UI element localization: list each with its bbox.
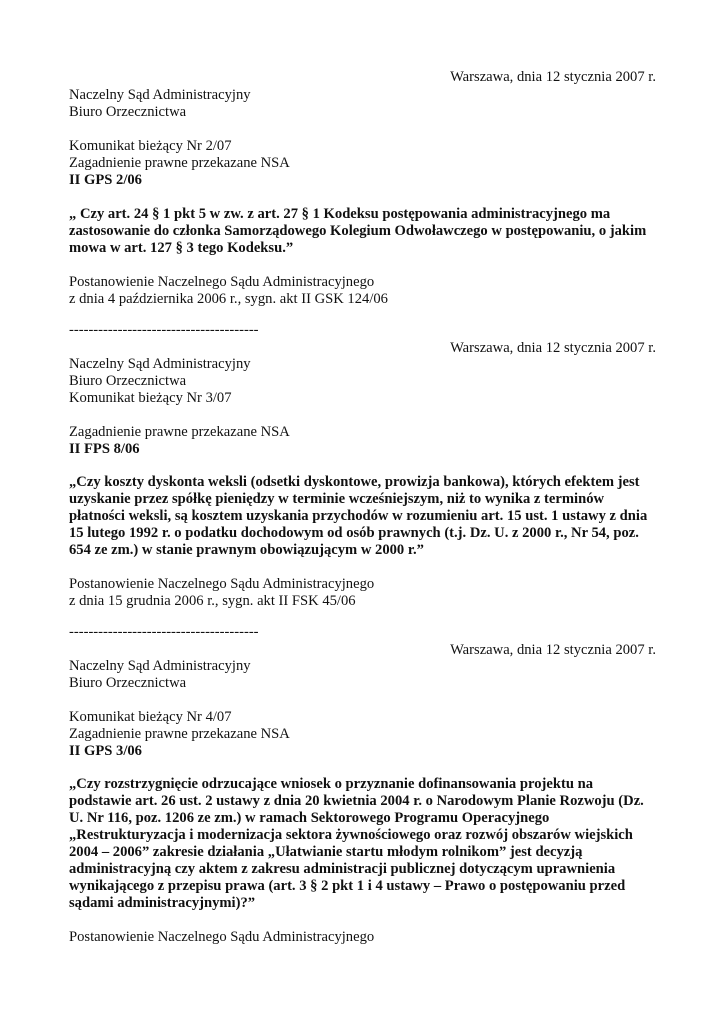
legal-question-line: podstawie art. 26 ust. 2 ustawy z dnia 20 kwietnia 2004 r. o Narodowym Planie Rozwoju (Dz. (69, 793, 644, 809)
legal-question-line: „Czy koszty dyskonta weksli (odsetki dyskontowe, prowizja bankowa), których efektem jest (69, 474, 640, 490)
office-name: Biuro Orzecznictwa (69, 675, 187, 691)
legal-question-line: 2004 – 2006” zakresie działania „Ułatwianie startu młodym rolnikom” jest decyzją (69, 844, 583, 860)
legal-question-line: zastosowanie do członka Samorządowego Kolegium Odwoławczego w postępowaniu, o jakim (69, 223, 647, 239)
office-name: Biuro Orzecznictwa (69, 373, 187, 389)
date-line: Warszawa, dnia 12 stycznia 2007 r. (450, 69, 656, 85)
zagadnienie-label: Zagadnienie prawne przekazane NSA (69, 155, 290, 171)
court-name: Naczelny Sąd Administracyjny (69, 356, 251, 372)
case-signature: II GPS 3/06 (69, 743, 142, 759)
legal-question-line: wynikającego z przepisu prawa (art. 3 § 2 pkt 1 i 4 ustawy – Prawo o postępowaniu przed (69, 878, 626, 894)
ruling-title: Postanowienie Naczelnego Sądu Administracyjnego (69, 929, 375, 945)
separator: --------------------------------------- (69, 322, 259, 338)
date-line: Warszawa, dnia 12 stycznia 2007 r. (450, 642, 656, 658)
legal-question-line: 654 ze zm.) w stanie prawnym obowiązującym w 2000 r.” (69, 542, 424, 558)
legal-question-line: sądami administracyjnymi)?” (69, 895, 256, 911)
legal-question-line: administracyjną czy aktem z zakresu administracji publicznej dotyczącym uprawnienia (69, 861, 616, 877)
ruling-reference: z dnia 4 października 2006 r., sygn. akt II GSK 124/06 (69, 291, 388, 307)
legal-question-line: U. Nr 116, poz. 1206 ze zm.) w ramach Sektorowego Programu Operacyjnego (69, 810, 550, 826)
court-name: Naczelny Sąd Administracyjny (69, 658, 251, 674)
zagadnienie-label: Zagadnienie prawne przekazane NSA (69, 424, 290, 440)
ruling-reference: z dnia 15 grudnia 2006 r., sygn. akt II FSK 45/06 (69, 593, 356, 609)
legal-question-line: „Restrukturyzacja i modernizacja sektora żywnościowego oraz rozwój obszarów wiejskich (69, 827, 633, 843)
zagadnienie-label: Zagadnienie prawne przekazane NSA (69, 726, 290, 742)
legal-question-line: płatności weksli, są kosztem uzyskania przychodów w rozumieniu art. 15 ust. 1 ustawy z dnia (69, 508, 648, 524)
case-signature: II FPS 8/06 (69, 441, 140, 457)
komunikat-number: Komunikat bieżący Nr 4/07 (69, 709, 232, 725)
legal-question-line: „Czy rozstrzygnięcie odrzucające wniosek o przyznanie dofinansowania projektu na (69, 776, 593, 792)
separator: --------------------------------------- (69, 624, 259, 640)
court-name: Naczelny Sąd Administracyjny (69, 87, 251, 103)
ruling-title: Postanowienie Naczelnego Sądu Administracyjnego (69, 274, 375, 290)
ruling-title: Postanowienie Naczelnego Sądu Administracyjnego (69, 576, 375, 592)
date-line: Warszawa, dnia 12 stycznia 2007 r. (450, 340, 656, 356)
legal-question-line: uzyskanie przez spółkę pieniędzy w terminie wcześniejszym, niż to wynika z terminów (69, 491, 605, 507)
legal-question-line: mowa w art. 127 § 3 tego Kodeksu.” (69, 240, 294, 256)
case-signature: II GPS 2/06 (69, 172, 142, 188)
legal-question-line: „ Czy art. 24 § 1 pkt 5 w zw. z art. 27 § 1 Kodeksu postępowania administracyjnego ma (69, 206, 611, 222)
komunikat-number: Komunikat bieżący Nr 2/07 (69, 138, 232, 154)
office-name: Biuro Orzecznictwa (69, 104, 187, 120)
komunikat-number: Komunikat bieżący Nr 3/07 (69, 390, 232, 406)
legal-question-line: 15 lutego 1992 r. o podatku dochodowym od osób prawnych (t.j. Dz. U. z 2000 r., Nr 54, poz. (69, 525, 639, 541)
